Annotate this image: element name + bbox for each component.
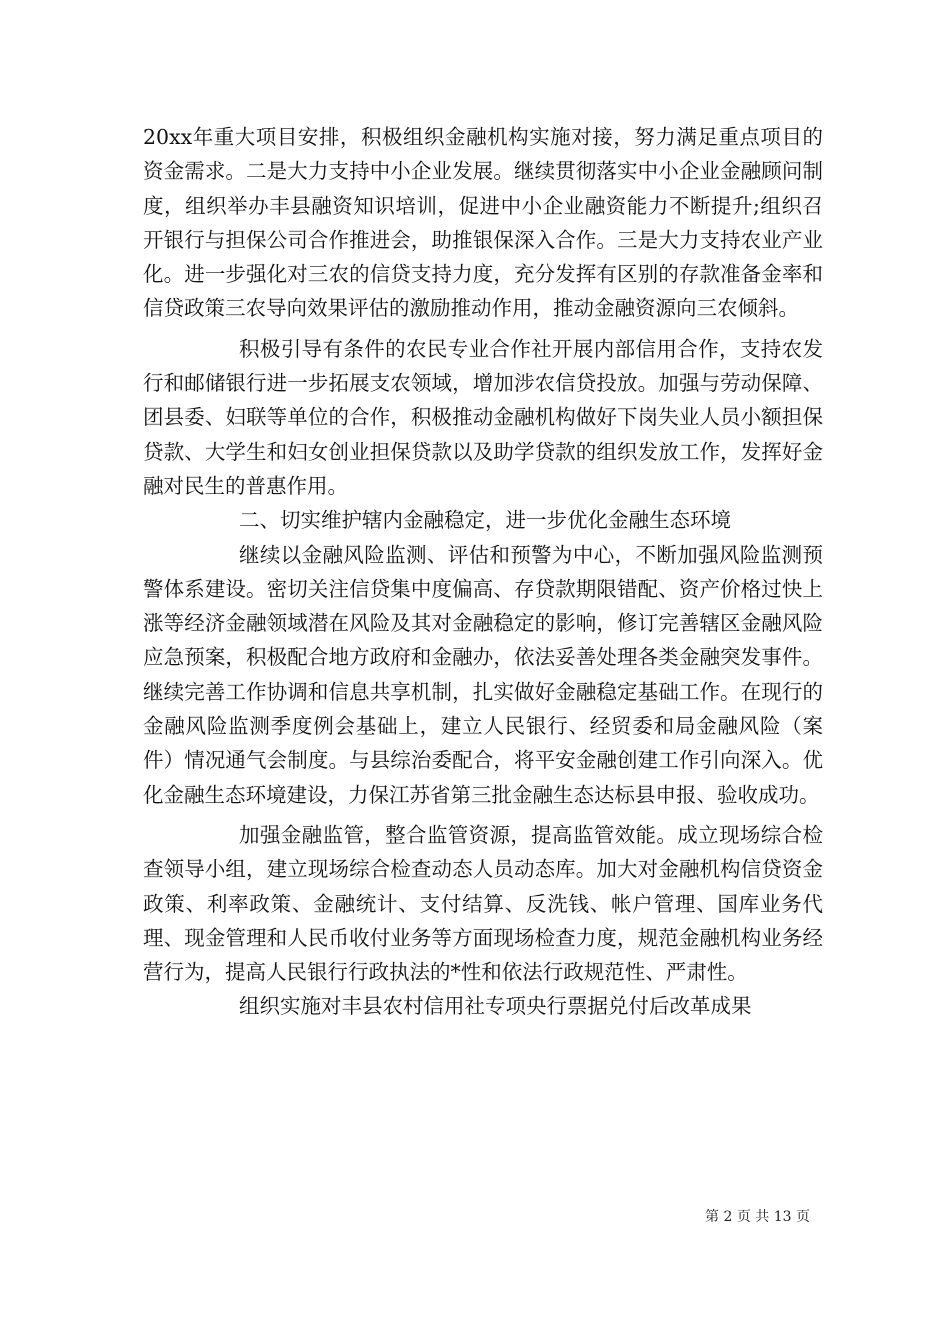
document-body [143,120,823,1024]
section-heading: 二、切实维护辖内金融稳定，进一步优化金融生态环境 [239,508,731,533]
paragraph-reform: 组织实施对丰县农村信用社专项央行票据兑付后改革成果 [239,994,752,1019]
page-number: 第 2 页 共 13 页 [705,1209,810,1225]
paragraph-risk-monitoring: 继续以金融风险监测、评估和预警为中心，不断加强风险监测预警体系建设。密切关注信贷集中度偏高、存贷款期限错配、资产价格过快上涨等经济金融领域潜在风险及其对金融稳定的影响，修订完善辖区金融风险应急预案，积极配合地方政府和金融办，依法妥善处理各类金融突发事件。继续完善工作协调和信息共享机制，扎实做好金融稳定基础工作。在现行的金融风险监测季度例会基础上，建立人民银行、经贸委和局金融风险（案件）情况通气会制度。与县综治委配合，将平安金融创建工作引向深入。优化金融生态环境建设，力保江苏省第三批金融生态达标县申报、验收成功。 [143,542,823,807]
paragraph-rural-credit: 积极引导有条件的农民专业合作社开展内部信用合作，支持农发行和邮储银行进一步拓展支农领域，增加涉农信贷投放。加强与劳动保障、团县委、妇联等单位的合作，积极推动金融机构做好下岗失业人员小额担保贷款、大学生和妇女创业担保贷款以及助学贷款的组织发放工作，发挥好金融对民生的普惠作用。 [143,336,823,498]
paragraph-continuation: 20xx年重大项目安排，积极组织金融机构实施对接，努力满足重点项目的资金需求。二是大力支持中小企业发展。继续贯彻落实中小企业金融顾问制度，组织举办丰县融资知识培训，促进中小企业融资能力不断提升;组织召开银行与担保公司合作推进会，助推银保深入合作。三是大力支持农业产业化。进一步强化对三农的信贷支持力度，充分发挥有区别的存款准备金率和信贷政策三农导向效果评估的激励推动作用，推动金融资源向三农倾斜。 [143,125,823,321]
paragraph-supervision: 加强金融监管，整合监管资源，提高监管效能。成立现场综合检查领导小组，建立现场综合检查动态人员动态库。加大对金融机构信贷资金政策、利率政策、金融统计、支付结算、反洗钱、帐户管理、国库业务代理、现金管理和人民币收付业务等方面现场检查力度，规范金融机构业务经营行为，提高人民银行行政执法的*性和依法行政规范性、严肃性。 [143,822,823,985]
